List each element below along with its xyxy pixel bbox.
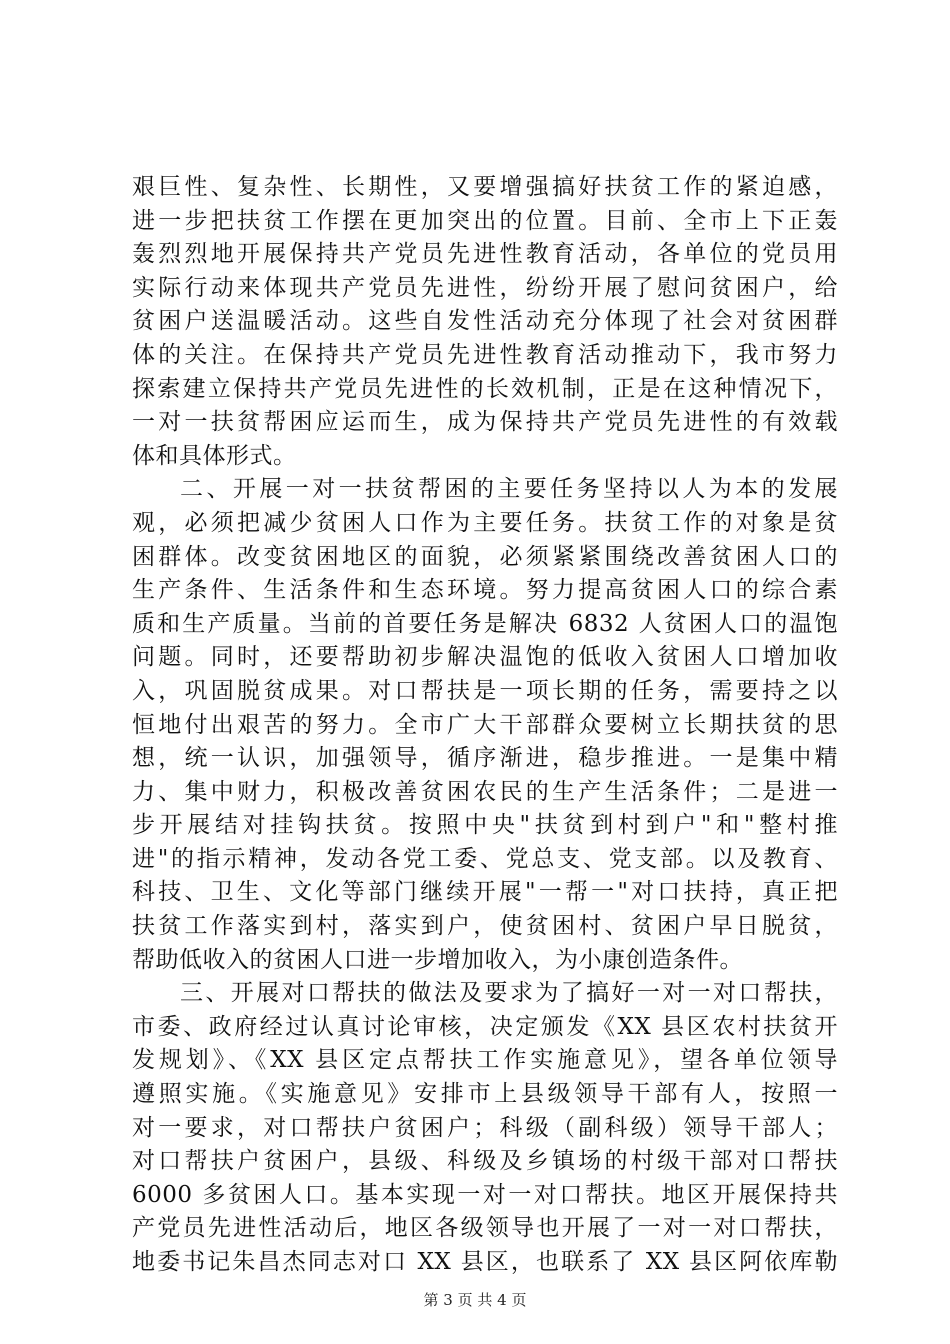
document-body <box>132 171 838 1280</box>
text-line: 三、开展对口帮扶的做法及要求为了搞好一对一对口帮扶， <box>180 980 838 1007</box>
paragraph <box>132 473 838 977</box>
text-line: 发规划》、《XX 县区定点帮扶工作实施意见》，望各单位领导 <box>132 1047 838 1074</box>
text-line: 轰烈烈地开展保持共产党员先进性教育活动，各单位的党员用 <box>132 241 838 268</box>
text-line: 质和生产质量。当前的首要任务是解决 6832 人贫困人口的温饱 <box>132 610 838 637</box>
text-line: 科技、卫生、文化等部门继续开展"一帮一"对口扶持，真正把 <box>132 879 838 906</box>
text-line: 二、开展一对一扶贫帮困的主要任务坚持以人为本的发展 <box>180 476 838 503</box>
text-line: 实际行动来体现共产党员先进性，纷纷开展了慰问贫困户，给 <box>132 274 838 301</box>
text-line: 力、集中财力，积极改善贫困农民的生产生活条件；二是进一 <box>132 778 838 805</box>
page-number-footer: 第 3 页 共 4 页 <box>423 1291 527 1309</box>
text-line: 产党员先进性活动后，地区各级领导也开展了一对一对口帮扶， <box>132 1215 838 1242</box>
text-line: 体的关注。在保持共产党员先进性教育活动推动下，我市努力 <box>132 341 838 368</box>
paragraph <box>132 171 838 473</box>
text-line: 进一步把扶贫工作摆在更加突出的位置。目前、全市上下正轰 <box>132 207 838 234</box>
text-line: 地委书记朱昌杰同志对口 XX 县区，也联系了 XX 县区阿依库勒 <box>132 1249 838 1275</box>
text-line: 艰巨性、复杂性、长期性，又要增强搞好扶贫工作的紧迫感， <box>132 174 838 200</box>
text-line: 探索建立保持共产党员先进性的长效机制，正是在这种情况下， <box>132 375 838 402</box>
text-line: 想，统一认识，加强领导，循序渐进，稳步推进。一是集中精 <box>132 745 838 772</box>
text-line: 帮助低收入的贫困人口进一步增加收入，为小康创造条件。 <box>132 946 743 973</box>
text-line: 观，必须把减少贫困人口作为主要任务。扶贫工作的对象是贫 <box>132 509 838 536</box>
text-line: 扶贫工作落实到村，落实到户，使贫困村、贫困户早日脱贫， <box>132 913 838 940</box>
text-line: 恒地付出艰苦的努力。全市广大干部群众要树立长期扶贫的思 <box>132 711 838 738</box>
text-line: 生产条件、生活条件和生态环境。努力提高贫困人口的综合素 <box>132 577 838 604</box>
text-line: 困群体。改变贫困地区的面貌，必须紧紧围绕改善贫困人口的 <box>132 543 838 570</box>
text-line: 遵照实施。《实施意见》安排市上县级领导干部有人，按照一 <box>132 1081 838 1108</box>
paragraph <box>132 977 838 1279</box>
text-line: 进"的指示精神，发动各党工委、党总支、党支部。以及教育、 <box>132 845 838 872</box>
text-line: 一对一扶贫帮困应运而生，成为保持共产党员先进性的有效载 <box>132 409 838 436</box>
text-line: 贫困户送温暖活动。这些自发性活动充分体现了社会对贫困群 <box>132 308 838 335</box>
text-line: 体和具体形式。 <box>132 442 297 469</box>
text-line: 对一要求，对口帮扶户贫困户；科级（副科级）领导干部人； <box>132 1114 838 1141</box>
text-line: 入，巩固脱贫成果。对口帮扶是一项长期的任务，需要持之以 <box>132 677 838 704</box>
text-line: 问题。同时，还要帮助初步解决温饱的低收入贫困人口增加收 <box>132 644 838 671</box>
text-line: 对口帮扶户贫困户，县级、科级及乡镇场的村级干部对口帮扶 <box>132 1148 838 1175</box>
text-line: 市委、政府经过认真讨论审核，决定颁发《XX 县区农村扶贫开 <box>132 1013 838 1040</box>
text-line: 6000 多贫困人口。基本实现一对一对口帮扶。地区开展保持共 <box>132 1181 838 1208</box>
text-line: 步开展结对挂钩扶贫。按照中央"扶贫到村到户"和"整村推 <box>132 812 838 839</box>
